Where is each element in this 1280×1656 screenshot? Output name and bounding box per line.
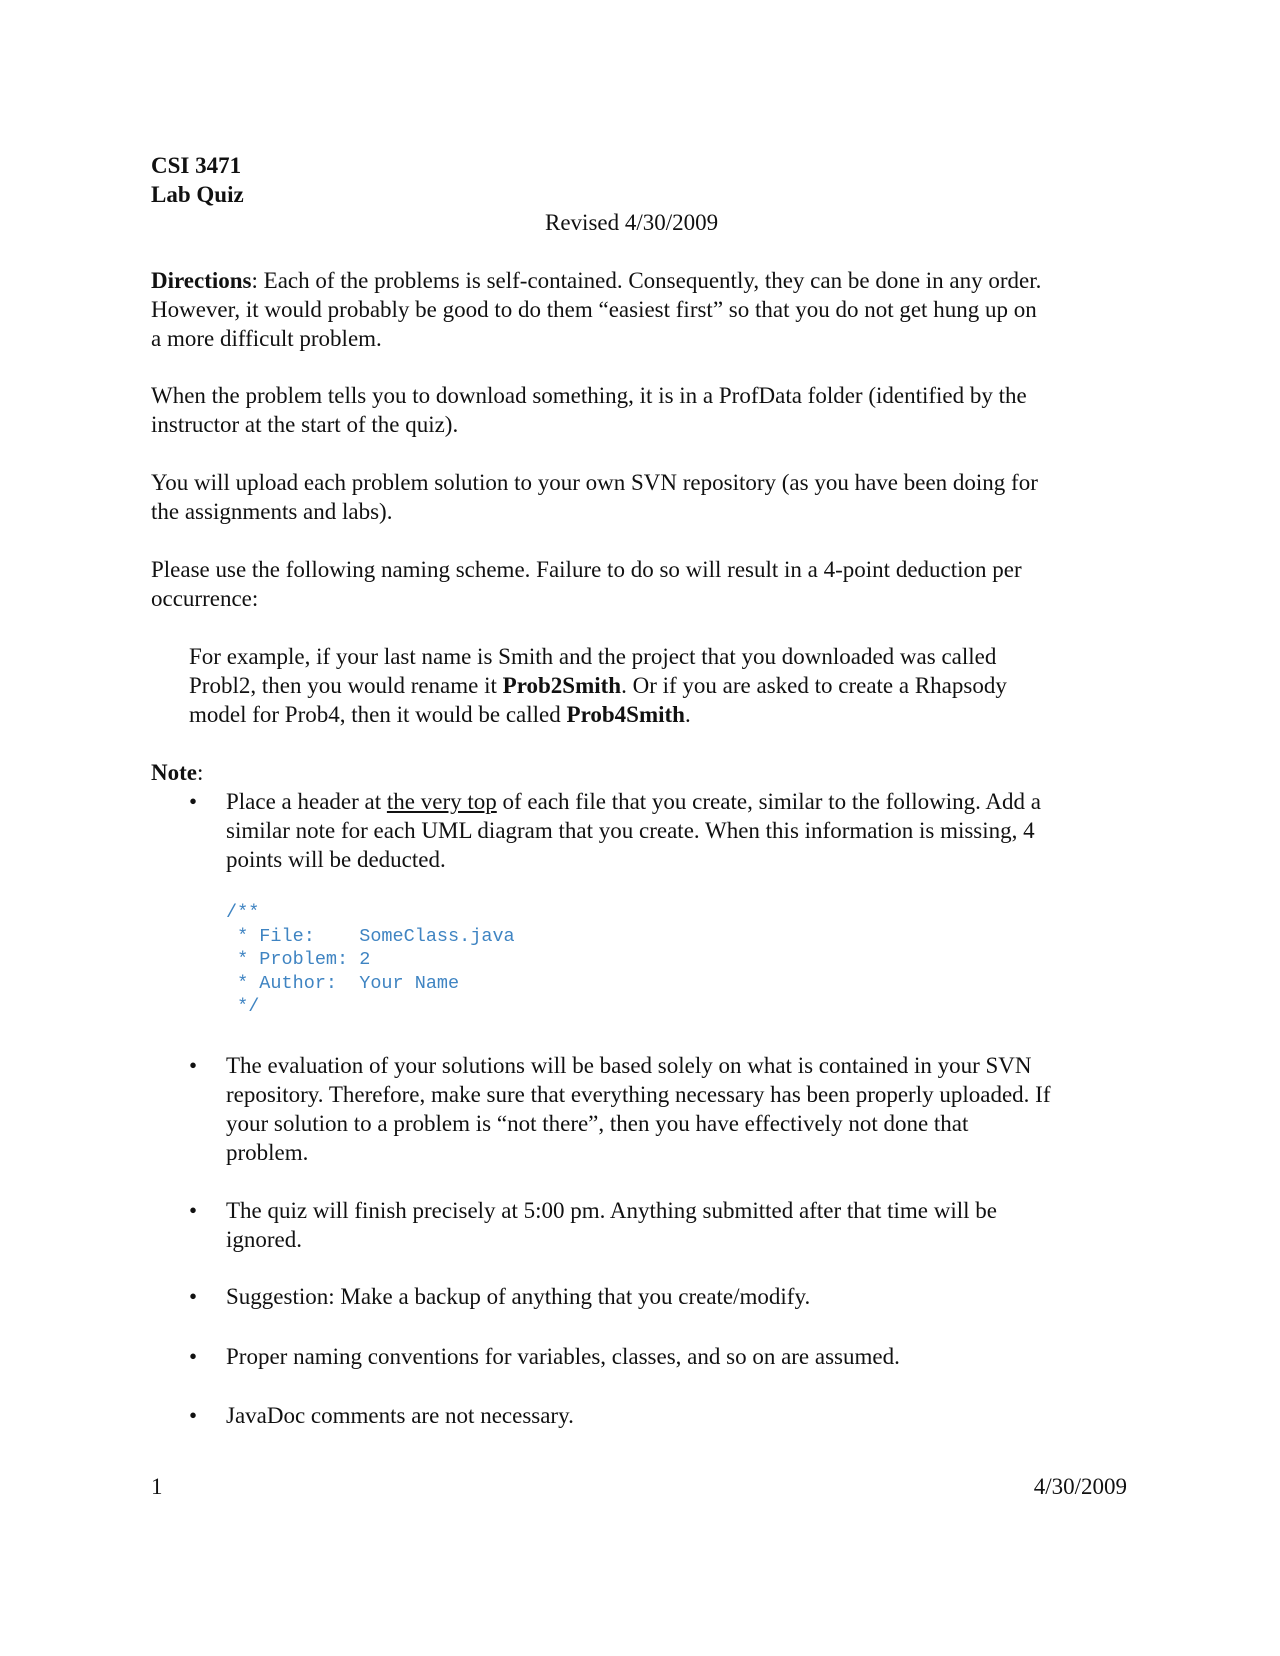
upload-line-1: You will upload each problem solution to your own SVN repository (as you have been doing for <box>151 470 1038 495</box>
bullet-icon: • <box>189 789 198 814</box>
example-line-2: Probl2, then you would rename it Prob2Smith. Or if you are asked to create a Rhapsody <box>189 673 1007 698</box>
bullet-3-line-1: The quiz will finish precisely at 5:00 pm. Anything submitted after that time will be <box>226 1198 997 1223</box>
footer-date: 4/30/2009 <box>1033 1474 1127 1499</box>
bullet-icon: • <box>189 1053 198 1078</box>
course-code: CSI 3471 <box>151 153 242 178</box>
bullet-2-line-3: your solution to a problem is “not there”, then you have effectively not done that <box>226 1111 969 1136</box>
bullet-icon: • <box>189 1198 198 1223</box>
code-line-2: * File: SomeClass.java <box>226 926 515 947</box>
bullet-3-line-2: ignored. <box>226 1227 303 1252</box>
directions-line-2: However, it would probably be good to do them “easiest first” so that you do not get hung up on <box>151 297 1037 322</box>
directions-label: Directions <box>151 268 252 293</box>
example-line-1: For example, if your last name is Smith and the project that you downloaded was called <box>189 644 997 669</box>
bullet-2-line-4: problem. <box>226 1140 309 1165</box>
bullet-6-line-1: JavaDoc comments are not necessary. <box>226 1403 574 1428</box>
bullet-icon: • <box>189 1284 198 1309</box>
note-label: Note <box>151 760 197 785</box>
document-title: Lab Quiz <box>151 182 244 207</box>
bullet-2-line-2: repository. Therefore, make sure that everything necessary has been properly uploaded. If <box>226 1082 1051 1107</box>
upload-line-2: the assignments and labs). <box>151 499 393 524</box>
directions-line-3: a more difficult problem. <box>151 326 382 351</box>
example-line-3: model for Prob4, then it would be called Prob4Smith. <box>189 702 691 727</box>
example-name-prob2smith: Prob2Smith <box>502 673 622 698</box>
download-line-1: When the problem tells you to download something, it is in a ProfData folder (identified by the <box>151 383 1027 408</box>
bullet-1-line-3: points will be deducted. <box>226 847 446 872</box>
naming-line-1: Please use the following naming scheme. Failure to do so will result in a 4-point deduction per <box>151 557 1022 582</box>
directions-line-1: Directions: Each of the problems is self-contained. Consequently, they can be done in any order. <box>151 268 1042 293</box>
code-line-4: * Author: Your Name <box>226 973 460 994</box>
code-line-1: /** <box>226 902 260 923</box>
revision-date: Revised 4/30/2009 <box>545 210 719 235</box>
bullet-1-line-2: similar note for each UML diagram that you create. When this information is missing, 4 <box>226 818 1035 843</box>
bullet-2-line-1: The evaluation of your solutions will be based solely on what is contained in your SVN <box>226 1053 1032 1078</box>
emphasis-very-top: the very top <box>386 789 497 814</box>
bullet-icon: • <box>189 1403 198 1428</box>
note-heading: Note: <box>151 760 204 785</box>
bullet-5-line-1: Proper naming conventions for variables, classes, and so on are assumed. <box>226 1344 900 1369</box>
naming-line-2: occurrence: <box>151 586 259 611</box>
code-line-5: */ <box>226 996 260 1017</box>
bullet-icon: • <box>189 1344 198 1369</box>
code-line-3: * Problem: 2 <box>226 949 371 970</box>
download-line-2: instructor at the start of the quiz). <box>151 412 459 437</box>
bullet-1-line-1: Place a header at the very top of each file that you create, similar to the following. Add a <box>226 789 1041 814</box>
bullet-4-line-1: Suggestion: Make a backup of anything that you create/modify. <box>226 1284 811 1309</box>
example-name-prob4smith: Prob4Smith <box>566 702 685 727</box>
page-number: 1 <box>151 1474 163 1499</box>
